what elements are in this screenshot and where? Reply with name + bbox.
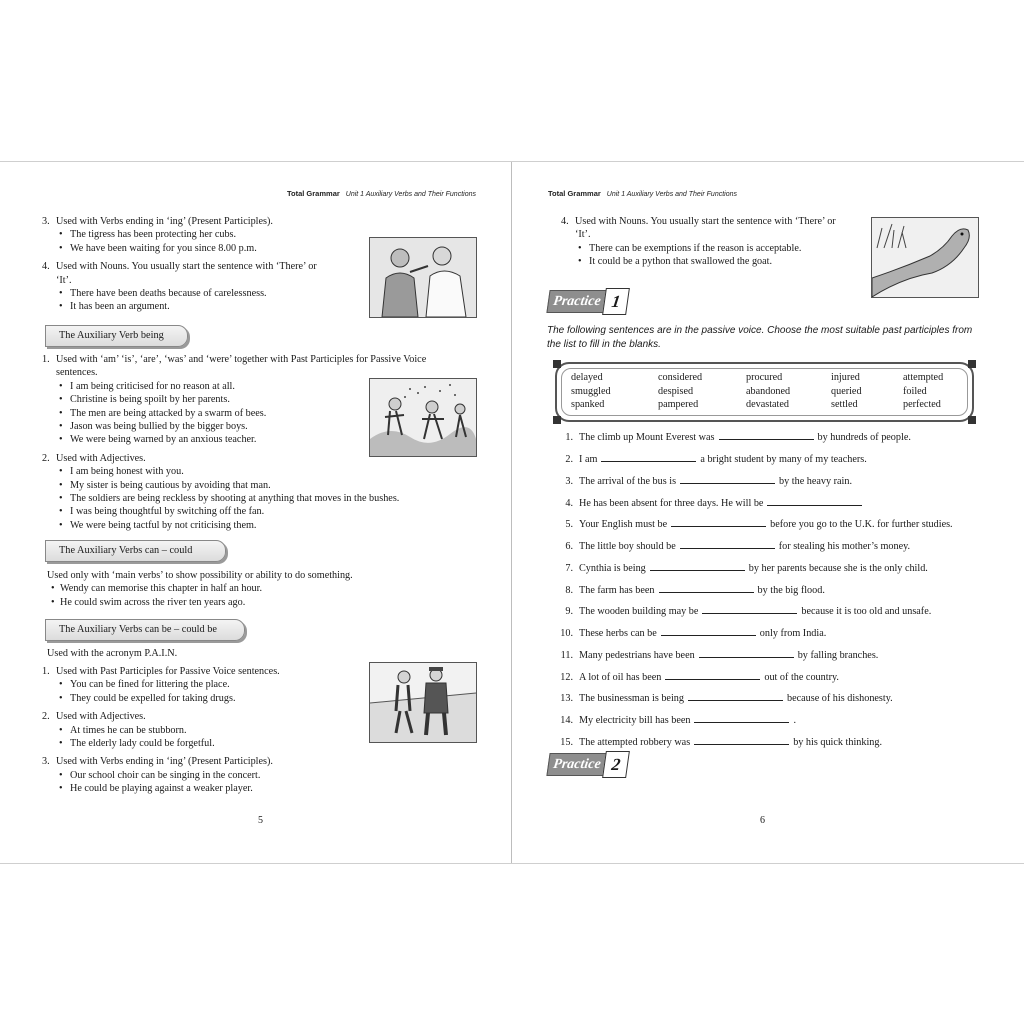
word: delayed bbox=[571, 372, 603, 383]
section-tag-can-be-could-be: The Auxiliary Verbs can be – could be bbox=[45, 619, 245, 641]
two-men-arguing-illustration bbox=[369, 237, 477, 318]
word-list-box bbox=[555, 362, 974, 422]
word: pampered bbox=[658, 399, 699, 411]
word: devastated bbox=[746, 399, 789, 411]
exercise-item: 12. A lot of oil has been out of the country. bbox=[560, 672, 839, 683]
word: despised bbox=[658, 385, 694, 397]
word: smuggled bbox=[571, 385, 611, 397]
word: injured bbox=[831, 372, 860, 383]
exercise-item: 10. These herbs can be only from India. bbox=[560, 628, 827, 639]
instruction-text: The following sentences are in the passive voice. Choose the most suitable past participles from the list to fill in the blanks. bbox=[547, 325, 973, 350]
exercise-item: 4. He has been absent for three days. He will be bbox=[555, 496, 985, 509]
exercise-item: 11. Many pedestrians have been by falling branches. bbox=[560, 650, 879, 661]
word: spanked bbox=[571, 399, 605, 411]
answer-blank[interactable] bbox=[665, 670, 760, 680]
answer-blank[interactable] bbox=[659, 583, 754, 593]
exercise-item: 1. The climb up Mount Everest was by hundreds of people. bbox=[565, 432, 911, 443]
word: queried bbox=[831, 385, 862, 397]
answer-blank[interactable] bbox=[694, 735, 789, 745]
page-number: 5 bbox=[258, 815, 263, 826]
word: attempted bbox=[903, 372, 944, 383]
answer-blank[interactable] bbox=[702, 604, 797, 614]
page-number: 6 bbox=[760, 815, 765, 826]
answer-blank[interactable] bbox=[680, 474, 775, 484]
running-header: Total Grammar Unit 1 Auxiliary Verbs and Their Functions bbox=[286, 189, 476, 198]
answer-blank[interactable] bbox=[671, 517, 766, 527]
word: foiled bbox=[903, 385, 927, 397]
practice-1-heading: Practice 1 bbox=[548, 288, 638, 314]
word: procured bbox=[746, 372, 783, 383]
python-illustration bbox=[871, 217, 979, 298]
exercise-item: 13. The businessman is being because of his dishonesty. bbox=[560, 693, 893, 704]
being-items: 1. Used with ‘am’ ‘is’, ‘are’, ‘was’ and ‘were’ together with Past Participles for Passive Voice sentences. • I am being criticised for no reason at all. • Christine is being spoilt by her parents. • The men are being attacked by a swarm of bees. • Jason was being bullied by the bigger boys. • We were being warned by an anxious teacher. 2. Used with Adjectives. • I am being honest with you. • My sister is being cautious by avoiding that man. • The soldiers are being reckless by shooting at anything that moves in the bushes. • I was being thoughtful by switching off the fan. • We were being tactful by not criticising them. bbox=[35, 353, 485, 532]
word-list bbox=[571, 371, 983, 412]
exercise-item: 8. The farm has been by the big flood. bbox=[565, 585, 825, 596]
top-items: 3. Used with Verbs ending in ‘ing’ (Present Participles). • The tigress has been protecting her cubs. • We have been waiting for you since 8.00 p.m. 4. Used with Nouns. You usually start the sentence with ‘There’ or ‘It’. • There have been deaths because of carelessness. • It has been an argument. bbox=[35, 215, 365, 314]
exercise-item: 9. The wooden building may be because it is too old and unsafe. bbox=[565, 606, 932, 617]
canbe-intro: Used with the acronym P.A.I.N. bbox=[47, 648, 178, 659]
exercise-item: 6. The little boy should be for stealing his mother’s money. bbox=[565, 541, 911, 552]
exercise-item: 14. My electricity bill has been . bbox=[560, 715, 797, 726]
word: perfected bbox=[903, 399, 941, 411]
right-page bbox=[512, 162, 1024, 863]
left-page bbox=[0, 162, 512, 863]
answer-blank[interactable] bbox=[767, 496, 862, 506]
answer-blank[interactable] bbox=[680, 539, 775, 549]
exercise-item: 3. The arrival of the bus is by the heavy rain. bbox=[565, 476, 853, 487]
word: considered bbox=[658, 372, 703, 383]
answer-blank[interactable] bbox=[650, 561, 745, 571]
section-tag-being: The Auxiliary Verb being bbox=[45, 325, 188, 347]
item-4: 4. Used with Nouns. You usually start the sentence with ‘There’ or ‘It’. • There can be exemptions if the reason is acceptable. • It could be a python that swallowed the goat. bbox=[554, 215, 874, 269]
answer-blank[interactable] bbox=[601, 452, 696, 462]
exercise-item: 2. I am a bright student by many of my teachers. bbox=[565, 454, 867, 465]
answer-blank[interactable] bbox=[699, 648, 794, 658]
book-spread bbox=[0, 161, 1024, 864]
policeman-and-boy-illustration bbox=[369, 662, 477, 743]
can-section: Used only with ‘main verbs’ to show possibility or ability to do something. • Wendy can memorise this chapter in half an hour. • He could swim across the river ten years ago. bbox=[47, 569, 487, 609]
practice-2-heading: Practice 2 bbox=[548, 751, 638, 777]
men-attacked-by-bees-illustration bbox=[369, 378, 477, 457]
exercise-item: 7. Cynthia is being by her parents because she is the only child. bbox=[565, 563, 928, 574]
canbe-items: 1. Used with Past Participles for Passive Voice sentences. • You can be fined for littering the place. • They could be expelled for taking drugs. 2. Used with Adjectives. • At times he can be stubborn. • The elderly lady could be forgetful. 3. Used with Verbs ending in ‘ing’ (Present Participles). • Our school choir can be singing in the concert. • He could be playing against a weaker player. bbox=[35, 665, 365, 796]
answer-blank[interactable] bbox=[719, 430, 814, 440]
exercise-item: 5. Your English must be before you go to the U.K. for further studies. bbox=[565, 519, 953, 530]
word: abandoned bbox=[746, 385, 791, 397]
word: settled bbox=[831, 399, 858, 411]
exercise-item: 15. The attempted robbery was by his quick thinking. bbox=[560, 737, 883, 748]
answer-blank[interactable] bbox=[688, 691, 783, 701]
section-tag-can-could: The Auxiliary Verbs can – could bbox=[45, 540, 226, 562]
running-header: Total Grammar Unit 1 Auxiliary Verbs and Their Functions bbox=[548, 189, 738, 198]
answer-blank[interactable] bbox=[661, 626, 756, 636]
answer-blank[interactable] bbox=[694, 713, 789, 723]
